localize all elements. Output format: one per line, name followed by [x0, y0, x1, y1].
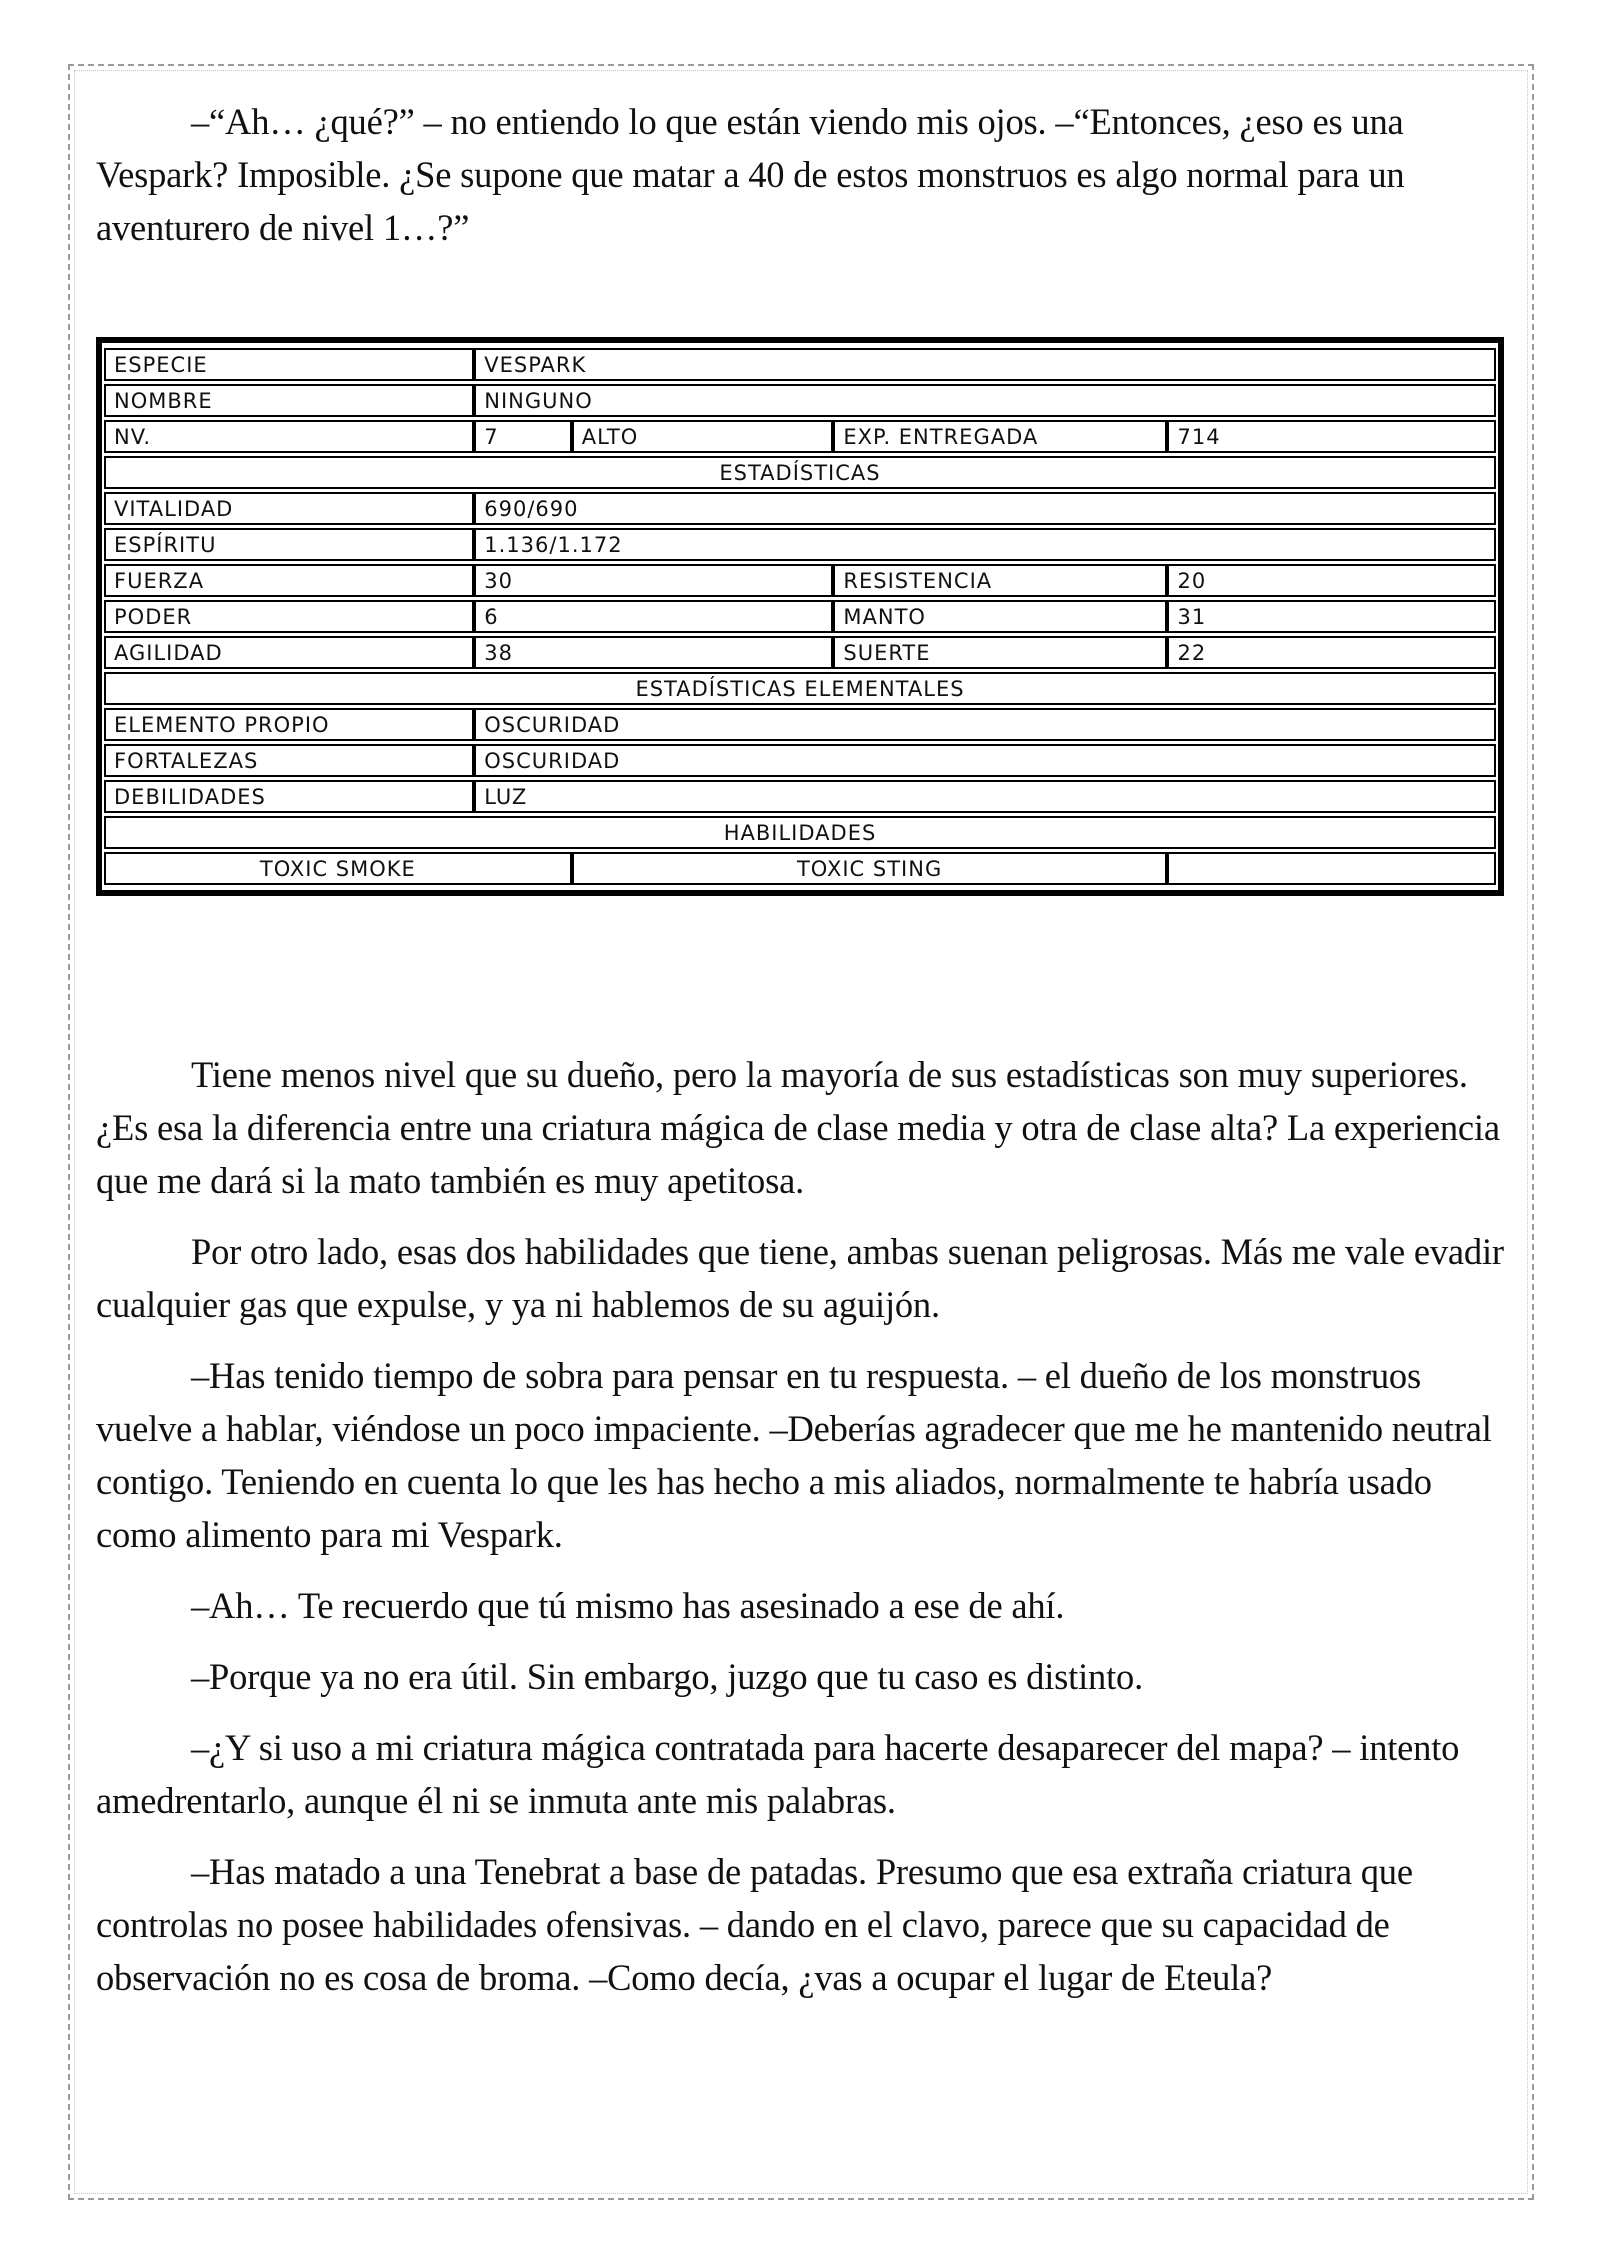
exp-label: EXP. ENTREGADA — [833, 420, 1167, 453]
row-fortalezas — [104, 744, 1496, 777]
section-habilidades: HABILIDADES — [104, 816, 1496, 849]
stat-grid — [104, 345, 1496, 888]
row-elemento-propio — [104, 708, 1496, 741]
row-vitalidad — [104, 492, 1496, 525]
habilidad-2: TOXIC STING — [572, 852, 1168, 885]
resistencia-label: RESISTENCIA — [833, 564, 1167, 597]
body-paragraph: Por otro lado, esas dos habilidades que tiene, ambas suenan peligrosas. Más me vale evadir cualquier gas que expulse, y ya ni hablemos de su aguijón. — [96, 1231, 1504, 1325]
row-fuerza — [104, 564, 1496, 597]
suerte-value: 22 — [1167, 636, 1496, 669]
exp-value: 714 — [1167, 420, 1496, 453]
fortalezas-value: OSCURIDAD — [474, 744, 1496, 777]
row-section-habilidades — [104, 816, 1496, 849]
vitalidad-value: 690/690 — [474, 492, 1496, 525]
especie-value: VESPARK — [474, 348, 1496, 381]
creature-stat-table — [96, 337, 1504, 896]
body-paragraph: –Has matado a una Tenebrat a base de patadas. Presumo que esa extraña criatura que controlas no posee habilidades ofensivas. – dando en el clavo, parece que su capacidad de observación no es cosa de broma. –Como decía, ¿vas a ocupar el lugar de Eteula? — [96, 1851, 1413, 1998]
intro-text — [96, 95, 1506, 254]
body-text — [96, 1048, 1506, 2022]
suerte-label: SUERTE — [833, 636, 1167, 669]
habilidad-1: TOXIC SMOKE — [104, 852, 572, 885]
espiritu-label: ESPÍRITU — [104, 528, 474, 561]
manto-value: 31 — [1167, 600, 1496, 633]
poder-label: PODER — [104, 600, 474, 633]
elemento-propio-value: OSCURIDAD — [474, 708, 1496, 741]
row-habilidades — [104, 852, 1496, 885]
section-estadisticas: ESTADÍSTICAS — [104, 456, 1496, 489]
debilidades-value: LUZ — [474, 780, 1496, 813]
elemento-propio-label: ELEMENTO PROPIO — [104, 708, 474, 741]
fuerza-value: 30 — [474, 564, 833, 597]
body-paragraph: –Has tenido tiempo de sobra para pensar en tu respuesta. – el dueño de los monstruos vuelve a hablar, viéndose un poco impaciente. –Deberías agradecer que me he mantenido neutral contigo. Teniendo en cuenta lo que les has hecho a mis aliados, normalmente te habría usado como alimento para mi Vespark. — [96, 1355, 1492, 1555]
especie-label: ESPECIE — [104, 348, 474, 381]
resistencia-value: 20 — [1167, 564, 1496, 597]
row-section-elemental — [104, 672, 1496, 705]
fuerza-label: FUERZA — [104, 564, 474, 597]
vitalidad-label: VITALIDAD — [104, 492, 474, 525]
habilidad-3 — [1167, 852, 1496, 885]
nivel-rank: ALTO — [572, 420, 834, 453]
row-poder — [104, 600, 1496, 633]
poder-value: 6 — [474, 600, 833, 633]
intro-paragraph: –“Ah… ¿qué?” – no entiendo lo que están viendo mis ojos. –“Entonces, ¿eso es una Vespark? Imposible. ¿Se supone que matar a 40 de estos monstruos es algo normal para un aventurero de nivel 1…?” — [96, 101, 1405, 248]
nivel-label: NV. — [104, 420, 474, 453]
body-paragraph: –Ah… Te recuerdo que tú mismo has asesinado a ese de ahí. — [191, 1585, 1065, 1626]
row-debilidades — [104, 780, 1496, 813]
row-section-stats — [104, 456, 1496, 489]
agilidad-value: 38 — [474, 636, 833, 669]
row-nombre — [104, 384, 1496, 417]
debilidades-label: DEBILIDADES — [104, 780, 474, 813]
body-paragraph: Tiene menos nivel que su dueño, pero la mayoría de sus estadísticas son muy superiores. ¿Es esa la diferencia entre una criatura mágica de clase media y otra de clase alta? La experiencia que me dará si la mato también es muy apetitosa. — [96, 1054, 1500, 1201]
row-agilidad — [104, 636, 1496, 669]
espiritu-value: 1.136/1.172 — [474, 528, 1496, 561]
row-espiritu — [104, 528, 1496, 561]
body-paragraph: –¿Y si uso a mi criatura mágica contratada para hacerte desaparecer del mapa? – intento amedrentarlo, aunque él ni se inmuta ante mis palabras. — [96, 1727, 1460, 1821]
row-nivel — [104, 420, 1496, 453]
manto-label: MANTO — [833, 600, 1167, 633]
nivel-value: 7 — [474, 420, 571, 453]
section-estadisticas-elementales: ESTADÍSTICAS ELEMENTALES — [104, 672, 1496, 705]
fortalezas-label: FORTALEZAS — [104, 744, 474, 777]
row-especie — [104, 348, 1496, 381]
body-paragraph: –Porque ya no era útil. Sin embargo, juzgo que tu caso es distinto. — [191, 1656, 1143, 1697]
agilidad-label: AGILIDAD — [104, 636, 474, 669]
nombre-label: NOMBRE — [104, 384, 474, 417]
nombre-value: NINGUNO — [474, 384, 1496, 417]
